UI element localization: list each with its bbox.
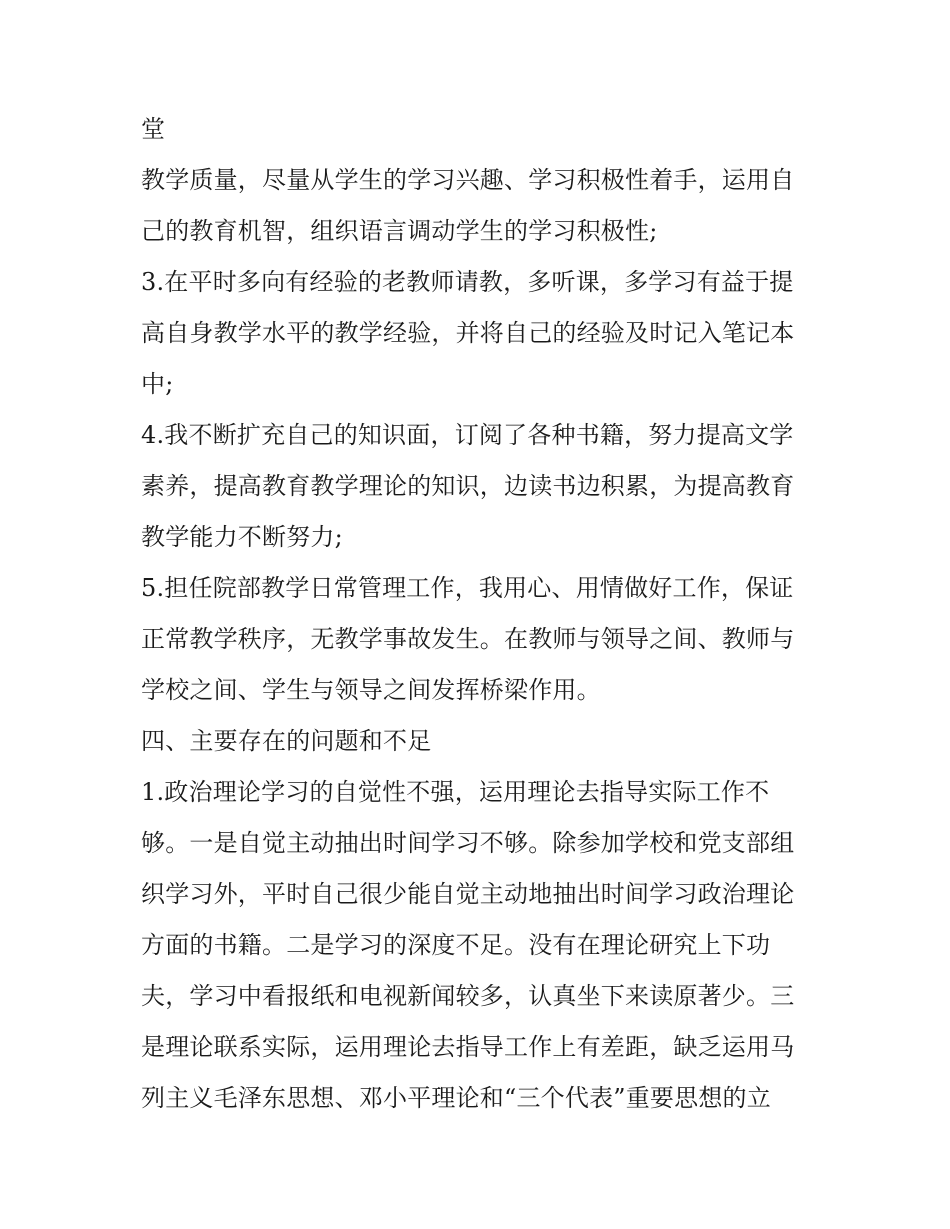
text-line-12: 学校之间、学生与领导之间发挥桥梁作用。 [141, 676, 601, 704]
text-line-17: 方面的书籍。二是学习的深度不足。没有在理论研究上下功 [141, 931, 771, 959]
text-line-20: 列主义毛泽东思想、邓小平理论和“三个代表”重要思想的立 [141, 1084, 771, 1112]
text-line-5: 高自身教学水平的教学经验，并将自己的经验及时记入笔记本 [141, 319, 795, 347]
text-line-7: 4.我不断扩充自己的知识面，订阅了各种书籍，努力提高文学 [141, 421, 794, 449]
text-line-2: 教学质量，尽量从学生的学习兴趣、学习积极性着手，运用自 [141, 166, 795, 194]
document-body [141, 104, 821, 1124]
text-line-11: 正常教学秩序，无教学事故发生。在教师与领导之间、教师与 [141, 625, 795, 653]
text-line-15: 够。一是自觉主动抽出时间学习不够。除参加学校和党支部组 [141, 829, 795, 857]
text-line-18: 夫，学习中看报纸和电视新闻较多，认真坐下来读原著少。三 [141, 982, 795, 1010]
section-heading: 四、主要存在的问题和不足 [141, 727, 432, 755]
text-line-1: 堂 [141, 115, 166, 143]
text-line-10: 5.担任院部教学日常管理工作，我用心、用情做好工作，保证 [141, 574, 794, 602]
text-line-8: 素养，提高教育教学理论的知识，边读书边积累，为提高教育 [141, 472, 795, 500]
text-line-6: 中; [141, 370, 174, 398]
text-line-16: 织学习外，平时自己很少能自觉主动地抽出时间学习政治理论 [141, 880, 795, 908]
text-line-3: 己的教育机智，组织语言调动学生的学习积极性; [141, 217, 658, 245]
text-line-19: 是理论联系实际，运用理论去指导工作上有差距，缺乏运用马 [141, 1033, 795, 1061]
text-line-4: 3.在平时多向有经验的老教师请教，多听课，多学习有益于提 [141, 268, 794, 296]
text-line-9: 教学能力不断努力; [141, 523, 343, 551]
text-line-14: 1.政治理论学习的自觉性不强，运用理论去指导实际工作不 [141, 778, 770, 806]
